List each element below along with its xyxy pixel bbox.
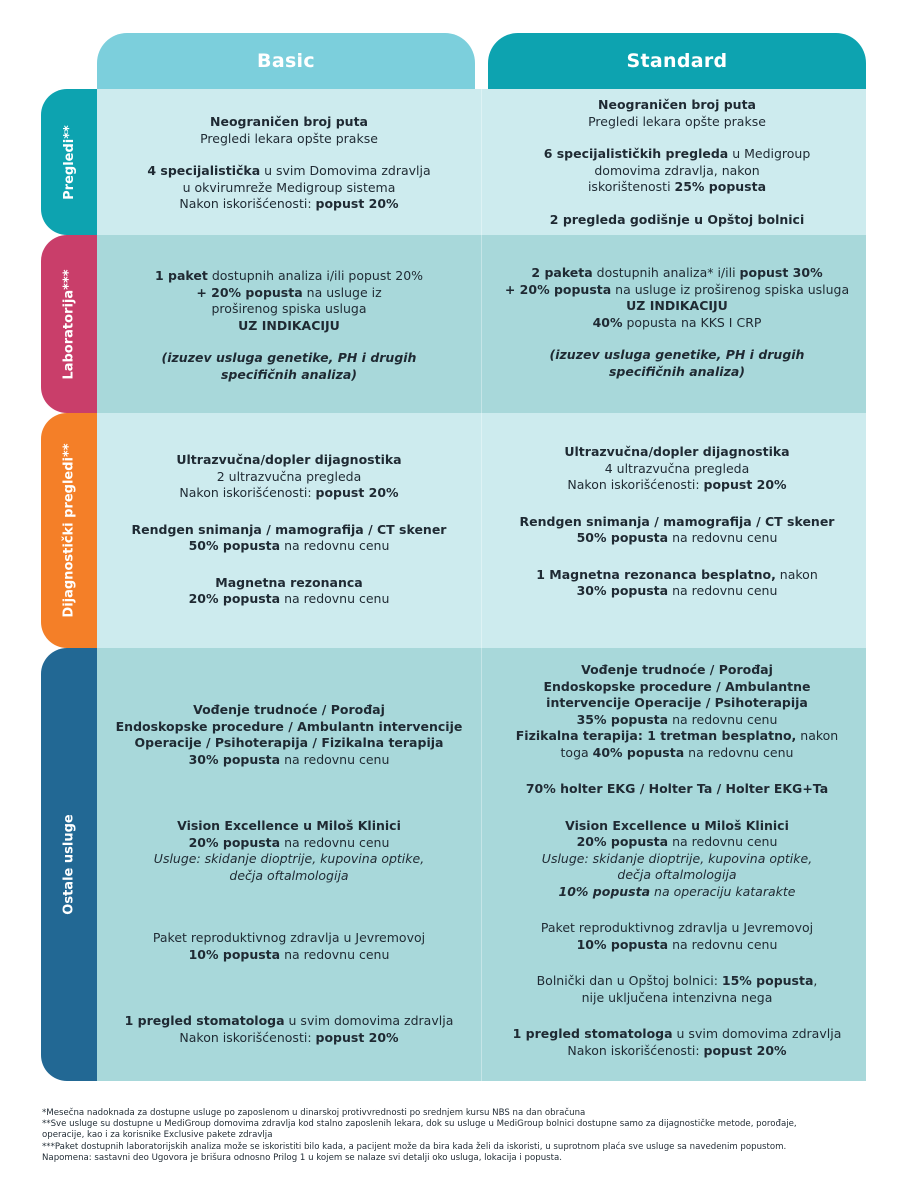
text-line: specifičnih analiza): [608, 363, 745, 379]
dijagnosticki-standard-cell: [496, 444, 858, 600]
section-label-pregledi: [41, 89, 97, 235]
text-line: 4 specijalistička u svim Domovima zdravlja: [147, 163, 431, 178]
text-line: domovima zdravlja, nakon: [594, 162, 760, 178]
text-line: 4 ultrazvučna pregleda: [604, 460, 750, 476]
text-line: Vođenje trudnoće / Porođaj: [193, 702, 385, 717]
text-line: Paket reproduktivnog zdravlja u Jevremovoj: [152, 930, 426, 945]
text-line: 1 pregled stomatologa u svim domovima zdravlja: [124, 1013, 454, 1028]
text-line: 20% popusta na redovnu cenu: [188, 591, 390, 606]
text-line: specifičnih analiza): [220, 366, 357, 382]
footnote-line: *Mesečna nadoknada za dostupne usluge po zaposlenom u dinarskoj protivvrednosti po srednjem kursu NBS na dan obračuna: [42, 1108, 586, 1118]
text-line: 1 paket dostupnih analiza i/ili popust 20%: [154, 268, 424, 283]
text-line: (izuzev usluga genetike, PH i drugih: [549, 347, 805, 362]
text-line: toga 40% popusta na redovnu cenu: [560, 744, 794, 760]
text-line: Nakon iskorišćenosti: popust 20%: [567, 477, 787, 492]
text-line: Pregledi lekara opšte prakse: [588, 113, 766, 129]
pregledi-standard-cell: [496, 97, 858, 228]
section-label-text: Dijagnostički pregledi**: [61, 443, 77, 618]
ostale-usluge-standard-cell: [496, 662, 858, 1059]
text-line: 20% popusta na redovnu cenu: [188, 834, 390, 850]
footnote-line: operacije, kao i za korisnike Exclusive pakete zdravlja: [42, 1130, 273, 1141]
text-line: Operacije / Psihoterapija / Fizikalna terapija: [134, 735, 444, 750]
text-line: 35% popusta na redovnu cenu: [576, 711, 778, 727]
text-line: 10% popusta na redovnu cenu: [576, 936, 778, 952]
text-line: Vision Excellence u Miloš Klinici: [177, 818, 401, 833]
text-line: (izuzev usluga genetike, PH i drugih: [161, 350, 417, 365]
text-line: + 20% popusta na usluge iz proširenog spiska usluga: [504, 281, 850, 297]
text-line: 2 ultrazvučna pregleda: [216, 468, 362, 484]
text-line: Bolnički dan u Opštoj bolnici: 15% popusta,: [536, 973, 818, 988]
text-line: Neograničen broj puta: [598, 97, 756, 112]
text-line: Fizikalna terapija: 1 tretman besplatno, nakon: [515, 728, 839, 743]
laboratorija-basic-cell: [110, 268, 468, 383]
text-line: Magnetna rezonanca: [215, 574, 363, 590]
basic-plan-title: Basic: [257, 50, 315, 72]
text-line: Nakon iskorišćenosti: popust 20%: [179, 485, 399, 500]
text-line: 40% popusta na KKS I CRP: [592, 314, 762, 330]
text-line: 20% popusta na redovnu cenu: [576, 834, 778, 849]
text-line: Usluge: skidanje dioptrije, kupovina optike,: [153, 851, 425, 866]
text-line: Neograničen broj puta: [210, 114, 368, 129]
text-line: 1 Magnetna rezonanca besplatno, nakon: [536, 566, 818, 582]
dijagnosticki-basic-cell: [110, 452, 468, 608]
text-line: Endoskopske procedure / Ambulantne: [543, 678, 811, 694]
text-line: Endoskopske procedure / Ambulantn intervencije: [115, 718, 463, 734]
text-line: dečja oftalmologija: [229, 867, 349, 883]
text-line: Rendgen snimanja / mamografija / CT skener: [519, 513, 835, 529]
pregledi-basic-cell: [110, 114, 468, 213]
section-label-ostale-usluge: [41, 648, 97, 1081]
text-line: Usluge: skidanje dioptrije, kupovina optike,: [541, 850, 813, 866]
text-line: UZ INDIKACIJU: [238, 317, 340, 333]
text-line: 70% holter EKG / Holter Ta / Holter EKG+Ta: [525, 781, 829, 796]
text-line: 50% popusta na redovnu cenu: [188, 538, 390, 553]
text-line: 30% popusta na redovnu cenu: [576, 583, 778, 598]
standard-plan-title: Standard: [626, 50, 728, 72]
basic-plan-header: [97, 33, 475, 89]
text-line: Vision Excellence u Miloš Klinici: [565, 817, 789, 833]
text-line: iskorištenosti 25% popusta: [587, 179, 767, 194]
text-line: 6 specijalističkih pregleda u Medigroup: [543, 146, 811, 161]
footnote-line: Napomena: sastavni deo Ugovora je brišura odnosno Prilog 1 u kojem se nalaze svi detalji oko usluga, lokacija i popusta.: [42, 1152, 562, 1163]
text-line: Ultrazvučna/dopler dijagnostika: [176, 452, 402, 467]
text-line: 50% popusta na redovnu cenu: [576, 530, 778, 545]
text-line: Nakon iskorišćenosti: popust 20%: [567, 1042, 787, 1058]
laboratorija-standard-cell: [496, 265, 858, 380]
text-line: Vođenje trudnoće / Porođaj: [581, 662, 773, 677]
text-line: Nakon iskorišćenosti: popust 20%: [179, 1029, 399, 1045]
text-line: dečja oftalmologija: [617, 867, 737, 882]
section-label-text: Pregledi**: [61, 124, 77, 200]
text-line: 2 pregleda godišnje u Opštoj bolnici: [549, 211, 805, 227]
section-label-text: Laboratorija***: [61, 268, 77, 380]
section-label-dijagnosticki: [41, 413, 97, 648]
text-line: 1 pregled stomatologa u svim domovima zdravlja: [512, 1026, 842, 1041]
text-line: 10% popusta na redovnu cenu: [188, 946, 390, 962]
text-line: Pregledi lekara opšte prakse: [200, 130, 378, 146]
text-line: intervencije Operacije / Psihoterapija: [546, 695, 808, 710]
section-label-laboratorija: [41, 235, 97, 413]
footnotes: [42, 1108, 862, 1164]
footnote-line: **Sve usluge su dostupne u MediGroup domovima zdravlja kod stalno zaposlenih lekara, dok su usluge u MediGroup bolnici dostupne samo za dijagnostičke metode, porođaje,: [42, 1119, 797, 1130]
text-line: Nakon iskorišćenosti: popust 20%: [179, 196, 399, 211]
section-label-text: Ostale usluge: [61, 814, 77, 915]
text-line: 30% popusta na redovnu cenu: [188, 751, 390, 767]
text-line: Rendgen snimanja / mamografija / CT skener: [131, 521, 447, 537]
text-line: u okvirumreže Medigroup sistema: [182, 179, 396, 195]
text-line: + 20% popusta na usluge iz: [196, 284, 382, 300]
standard-plan-header: [488, 33, 866, 89]
ostale-usluge-basic-cell: [110, 702, 468, 1046]
footnote-line: ***Paket dostupnih laboratorijskih analiza može se iskoristiti bilo kada, a pacijent može da bira kada želi da iskoristi, u suprotnom plaća sve usluge sa navedenim popustom.: [42, 1141, 787, 1152]
text-line: UZ INDIKACIJU: [626, 298, 728, 313]
text-line: nije uključena intenzivna nega: [581, 989, 773, 1005]
text-line: Paket reproduktivnog zdravlja u Jevremovoj: [540, 920, 814, 935]
text-line: Ultrazvučna/dopler dijagnostika: [564, 444, 790, 459]
column-divider: [481, 89, 482, 1081]
text-line: 2 paketa dostupnih analiza* i/ili popust 30%: [531, 265, 823, 280]
text-line: 10% popusta na operaciju katarakte: [558, 883, 796, 899]
text-line: proširenog spiska usluga: [211, 301, 367, 316]
